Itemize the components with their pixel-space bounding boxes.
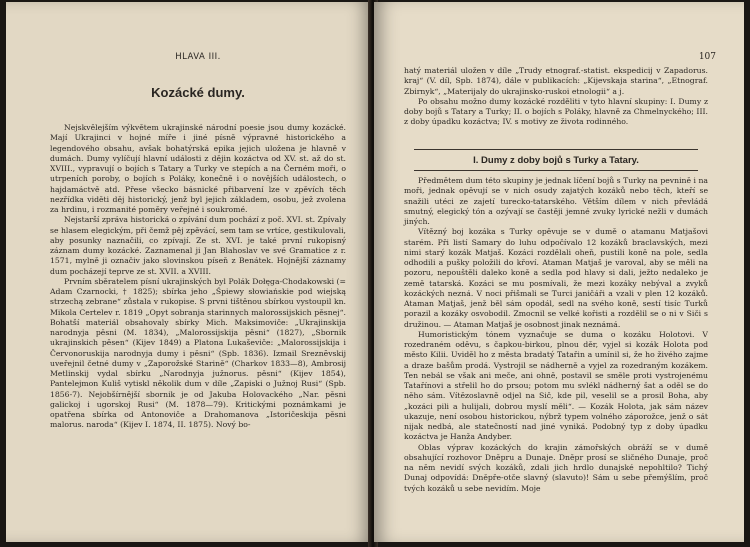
paragraph: Humoristickým tónem vyznačuje se duma o kozáku Holotovi. V rozedraném oděvu, s čapkou-birkou, plnou děr, vyjel si kozák Holota pod město Kilii. Uviděl ho z města bradatý Tatařin a umínil si, že ho živého zajme a draze bašům prodá. Vystrojil se nádherně a vyjel za rozedraným kozákem. Ten nebál se však ani meče, ani ohně, postavil se směle proti vystrojenému Tatařínovi a střelil ho do prsou; potom mu svlékl nádherný šat a oděl se do něho sám. Vítězoslavně odjel na Sič, kde pil, veselil se a prosil Boha, aby „kozáci pili a hulijali, dobrou myslí měli“. — Kozák Holota, jak sám název ukazuje, není osobou historickou, nýbrž typem volného záporožce, jenž o sát nijak nedbá, ale statečností nad jiné vyniká. Podobný typ z doby úpadku kozáctva je Hanža Andyber. xyxy=(404,329,708,442)
page-number: 107 xyxy=(698,52,716,62)
paragraph: Předmětem dum této skupiny je jednak líčení bojů s Turky na pevnině i na moři, jednak opěvují se v nich osudy zajatých kozáků nebo těch, kteří se snažili utéci ze zajetí turecko-tatarského. Větším dílem v nich převládá smutný, elegický tón a ozývají se častěji jemné zvuky lyrické nežli v dumách jiných. xyxy=(404,176,708,226)
paragraph: hatý materiál uložen v díle „Trudy etnograf.-statist. ekspedicij v Zapadorus. kraj“ (V. díl, Spb. 1874), dále v publikacích: „Kijevskaja starina“, „Etnograf. Zbirnyk“, „Materijaly do ukrajinsko-ruskoi etnologii“ a j. xyxy=(404,66,708,96)
right-intro-text xyxy=(404,66,708,128)
paragraph: Nejstarší zpráva historická o zpívání dum pochází z poč. XVI. st. Zpívaly se hlasem elegickým, při čemž pěj zpěvácí, sem tam se vrtíce, gestikulovali, aby posunky naznačili, co zpívají. Ze st. XVI. je také první rukopisný záznam dumy kozácké. Zaznamenal ji Jan Blahoslav ve své Gramatice z r. 1571, mylně ji označiv jako slovinskou píseň z Benátek. Hojnější záznamy dum pocházejí teprve ze st. XVII. a XVIII. xyxy=(50,215,346,276)
chapter-title: Kozácké dumy. xyxy=(151,85,245,100)
left-body-text xyxy=(50,123,346,431)
left-page xyxy=(6,2,372,542)
book-spread xyxy=(2,0,748,547)
paragraph: Nejskvělejším výkvětem ukrajinské národní poesie jsou dumy kozácké. Mají Ukrajinci v hojné míře i jiné písně výpravné historického a legendového obsahu, avšak bohatýrská epika jejich uložena je hlavně v dumách. Dumy vylíčují hlavní události z dějin kozáctva od XV. st. až do st. XVIII., vypravují o bojích s Tatary a Turky ve stepích a na Černém moři, o utrpeních poroby, o bojích s Poláky, konečně i o novějších událostech, o hajdamáctvě atd. Přese všecko básnické přibarvení lze v zpěvích těch nezřídka viděti děj historický, jenž byl jejich základem, osobu, jež zvolena za hrdinu, i rozmanité poměry veřejné i soukromé. xyxy=(50,123,346,214)
section-heading: I. Dumy z doby bojů s Turky a Tatary. xyxy=(473,155,639,166)
right-section-text xyxy=(404,176,708,494)
right-page xyxy=(374,2,744,542)
paragraph: Oblas výprav kozáckých do krajin zámořských obráží se v dumě obsahující rozhovor Dněpru a Dunaje. Dněpr prosí se sličného Dunaje, proč na něm nevidí svých kozáků, zdali jich hrdlo dunajské nepohltilo? Tichý Dunaj odpovídá: Dněpře-otče slavný (slavuto)! Sám u sebe přemýšlím, proč tvých kozáků u sebe nevidím. Moje xyxy=(404,442,708,493)
section-rule-bottom xyxy=(414,170,698,171)
section-rule-top xyxy=(414,149,698,150)
chapter-number: HLAVA III. xyxy=(175,52,221,62)
paragraph: Prvním sběratelem písní ukrajinských byl Polák Dołęga-Chodakowski (= Adam Czarnocki, † 1825); sbírka jeho „Śpiewy słowiańskie pod wiejską strzechą zebrane“ zůstala v rukopise. S prvni tištěnou sbírkou vystoupil kn. Mikola Certelev r. 1819 „Opyt sobranja starinnych malorossijskich pěsnej“. Bohatší materiál obsahovaly sbírky Mich. Maksimoviče: „Ukrajinskija narodnyja pěsni (M. 1834), „Malorossijskija pěsni“ (1827), „Sbornik ukrajinskich pěsen“ (Kijev 1849) a Platona Lukaševiče: „Malorossijskija i Červonoruskija narodnyja dumy i pěsni“ (Spb. 1836). Izmail Sreznĕvskij uveřejnil četné dumy v „Zaporožské Starině“ (Charkov 1833—8), Ambrosij Metlinskij vydal sbírku „Narodnyja južnorus. pěsni“ (Kijev 1854), Pantelejmon Kuliš vytiskl několik dum v díle „Zapiski o Južnoj Rusi“ (Spb. 1856-7). Nejobšírnější sbornik je od Jakuba Holovackého „Nar. pěsni galickoj i ugorskoj Rusi“ (M. 1878—79). Kritickými poznámkami je opatřena sbírka od Antonoviče a Drahomanova „Istoričeskija pěsni malorus. naroda“ (Kijev I. 1874, II. 1875). Nový bo- xyxy=(50,276,346,430)
paragraph: Po obsahu možno dumy kozácké rozděliti v tyto hlavní skupiny: I. Dumy z doby bojů s Tatary a Turky; II. o bojích s Poláky, hlavně za Chmelnyckého; III. z doby úpadku kozáctva; IV. s motivy ze života rodinného. xyxy=(404,96,708,127)
paragraph: Vítězný boj kozáka s Turky opěvuje se v dumě o atamanu Matjašovi starém. Při listí Samary do luhu odpočívalo 12 kozáků braclavských, mezi nimi starý kozák Matjaš. Kozáci rozdělali oheň, pustili koně na pole, sedla odhodili a pušky položili do křoví. Ataman Matjaš je varoval, aby se měli na pozoru, nepouštěli daleko koně a sedla pod hlavy si dali, ježto nedaleko je země tatarská. Kozáci se mu posmívali, že mezi kozáky nebýval a zvyků kozáckých nezná. V noci přišmali se Turci janičáři a vzali v plen 12 kozáků. Ataman Matjaš, jenž běl sám opodál, sedl na svého koně, sestí tisíc Turků porazil a kozáky osvobodil. Zmocnil se velké kořisti a rozdělil se o ni v Siči s družinou. — Ataman Matjaš je osobnost jinak neznámá. xyxy=(404,227,708,329)
